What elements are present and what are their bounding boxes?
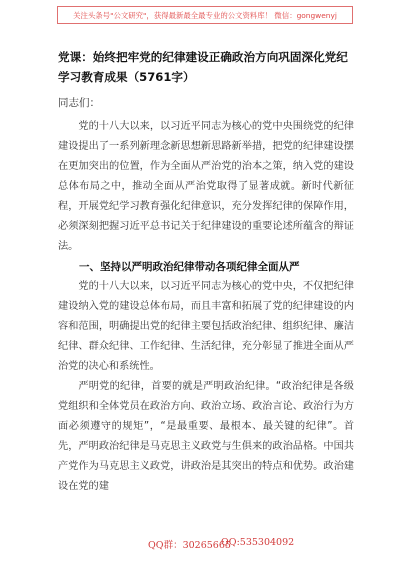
section-heading: 一、坚持以严明政治纪律带动各项纪律全面从严 xyxy=(79,261,300,273)
body-paragraph: 党的十八大以来，以习近平同志为核心的党中央，不仅把纪律建设纳入党的建设总体布局，而且丰富和拓展了党的纪律建设的内容和范围，明确提出党的纪律主要包括政治纪律、组织纪律、廉洁纪律、群众纪律、工作纪律、生活纪律，充分彰显了推进全面从严治党的决心和系统性。 xyxy=(58,281,354,372)
document-body xyxy=(58,117,354,497)
qq-group-number: QQ群：30265665 xyxy=(148,540,231,551)
body-paragraph: 严明党的纪律，首要的就是严明政治纪律。“政治纪律是各级党组织和全体党员在政治方向、政治立场、政治言论、政治行为方面必须遵守的规矩”，“是最重要、最根本、最关键的纪律”。首先，严明政治纪律是马克思主义政党与生俱来的政治品格。中国共产党作为马克思主义政党，讲政治是其突出的特点和优势。政治建设在党的建 xyxy=(58,381,354,492)
header-banner xyxy=(57,6,353,24)
salutation: 同志们： xyxy=(58,97,100,109)
body-paragraph: 党的十八大以来，以习近平同志为核心的党中央围绕党的纪律建设提出了一系列新理念新思想新思路新举措，把党的纪律建设摆在更加突出的位置，作为全面从严治党的治本之策，纳入党的建设总体布局之中，推动全面从严治党取得了显著成就。新时代新征程，开展党纪学习教育强化纪律意识，充分发挥纪律的保障作用，必须深刻把握习近平总书记关于纪律建设的重要论述所蕴含的辩证法。 xyxy=(58,121,354,252)
qq-number: QQ:535304092 xyxy=(221,537,295,548)
document-title: 党课：始终把牢党的纪律建设正确政治方向巩固深化党纪学习教育成果（5761字） xyxy=(58,50,348,84)
banner-text: 关注头条号"公文研究"，获得最新最全最专业的公文资料库！ 微信：gongwenyj xyxy=(73,10,337,20)
page-footer xyxy=(0,537,408,551)
